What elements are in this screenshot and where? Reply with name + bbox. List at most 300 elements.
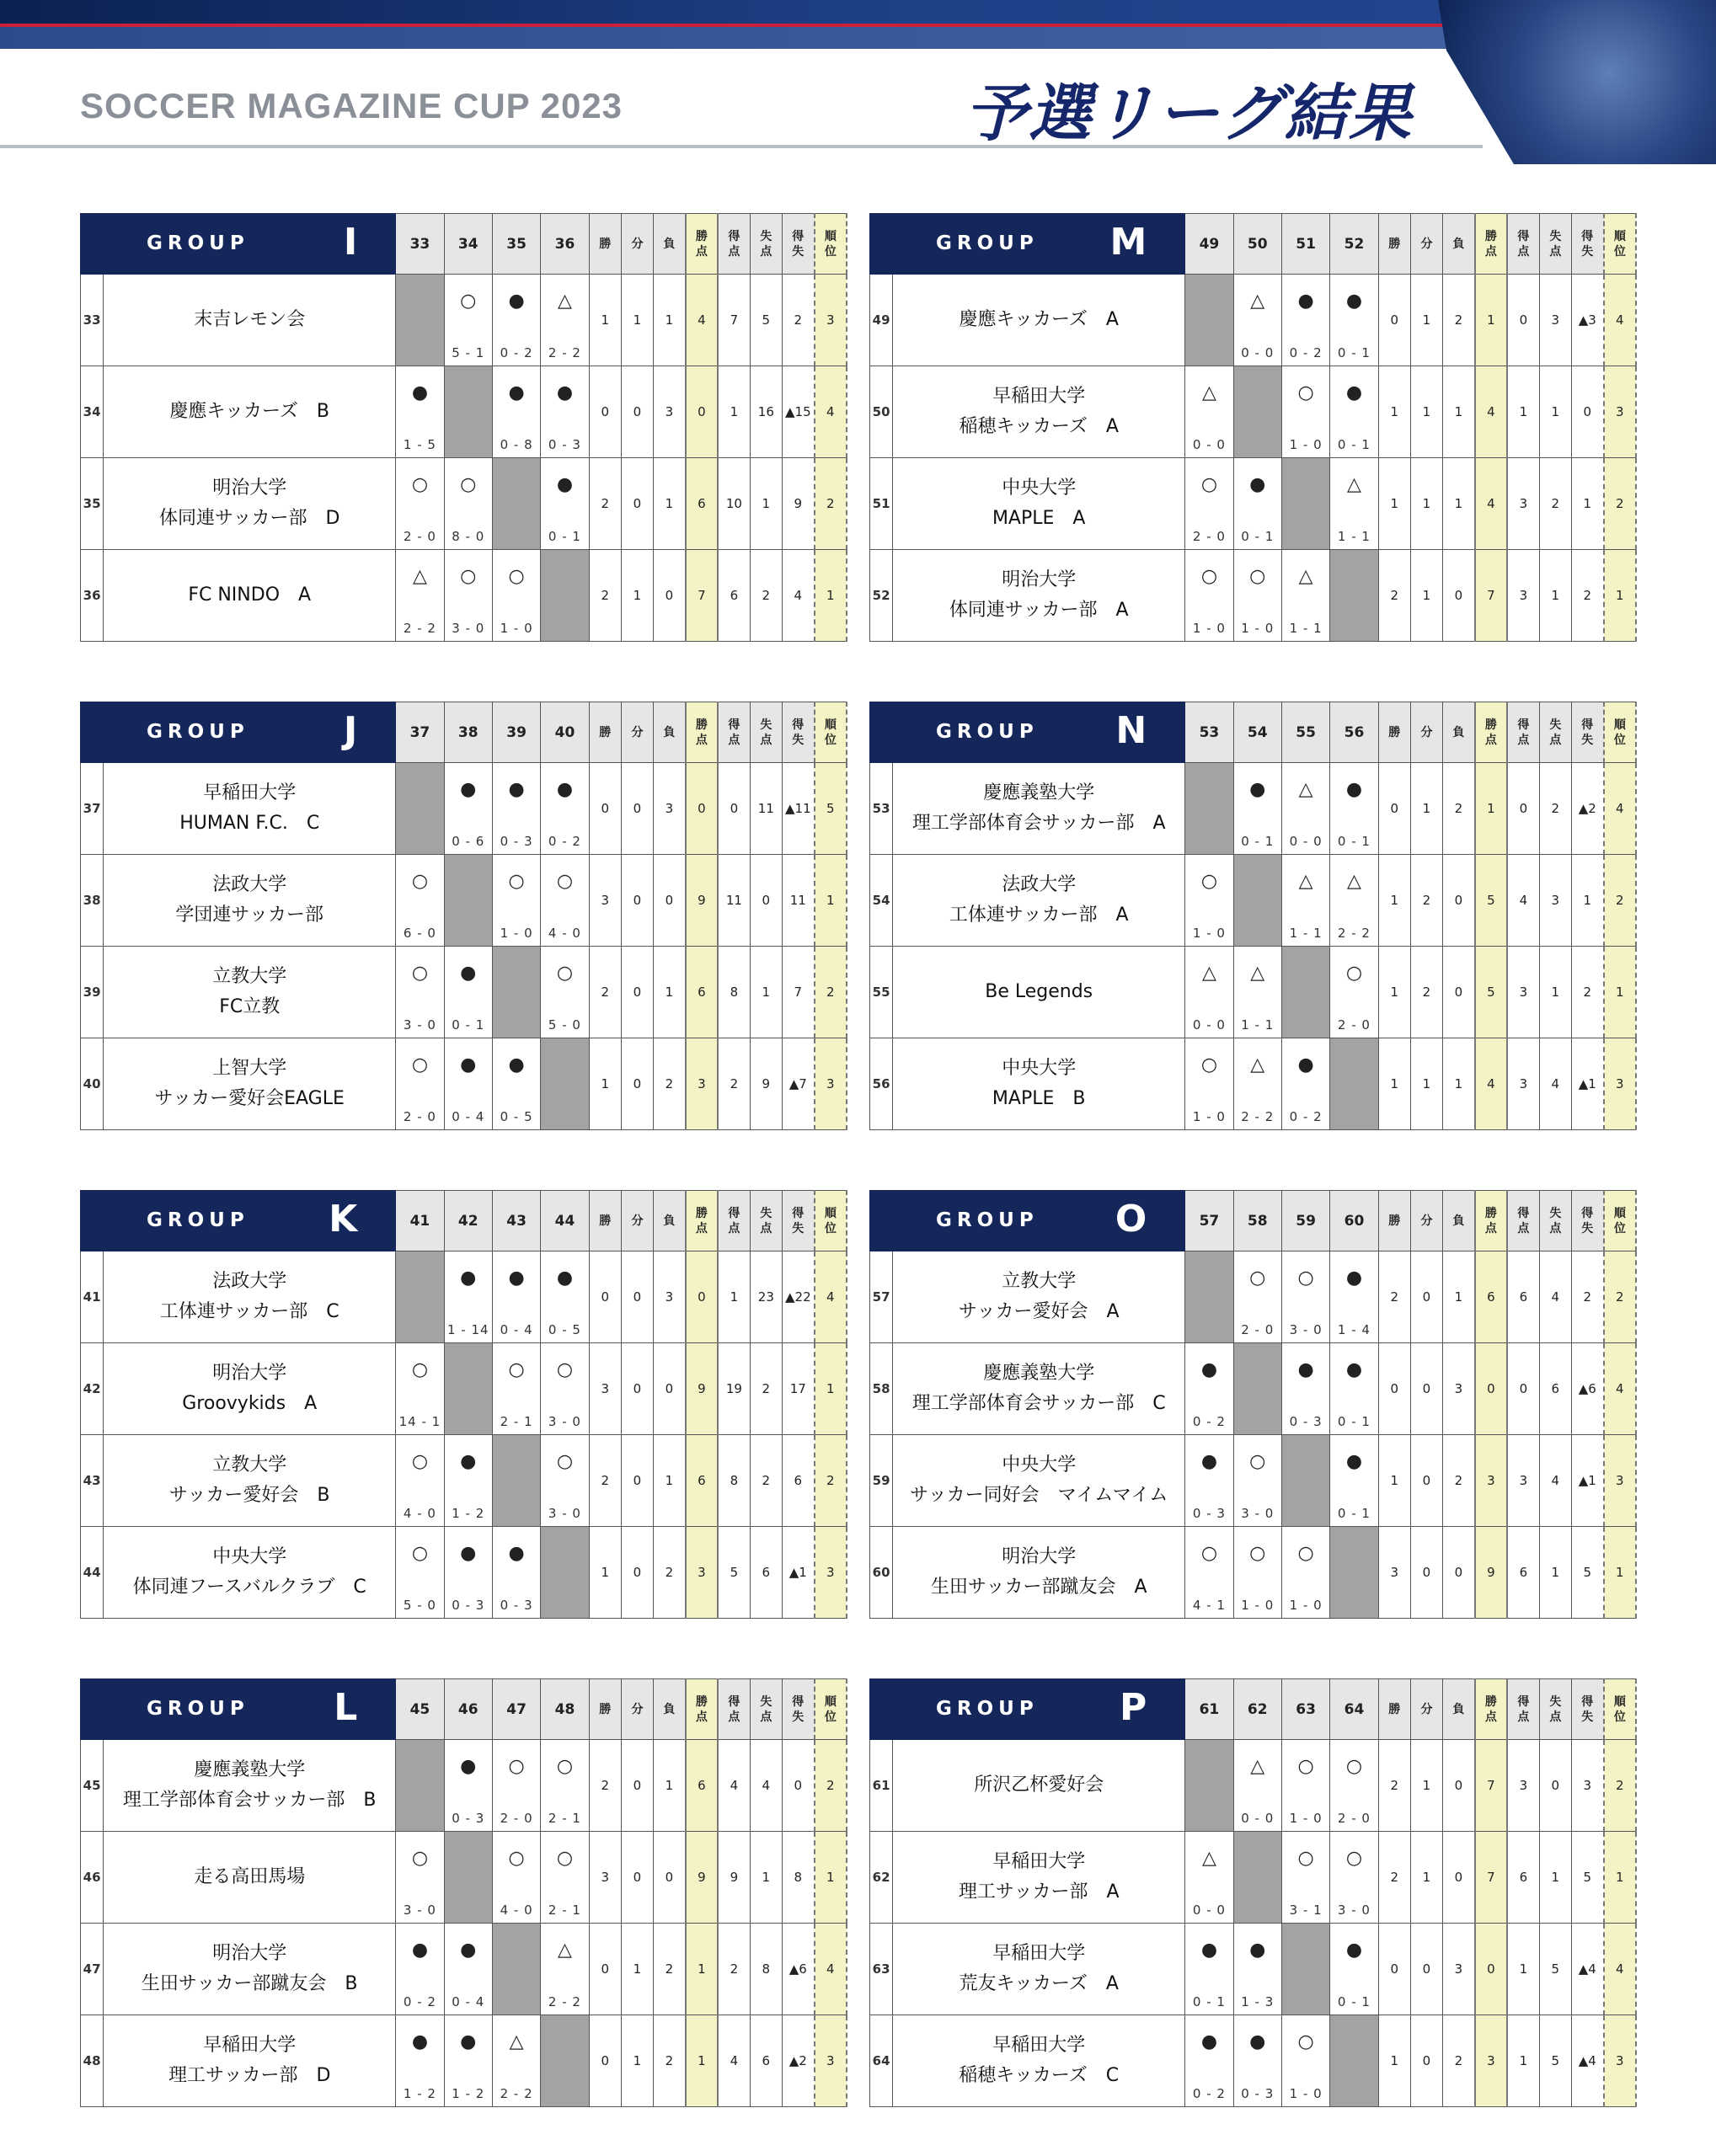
- opponent-id-header: 44: [541, 1191, 589, 1251]
- group-word: GROUP: [936, 721, 1039, 743]
- team-draws: 0: [621, 1832, 653, 1924]
- result-symbol: ○: [411, 1543, 429, 1564]
- team-rank: 4: [815, 366, 847, 458]
- column-header-losses: 負: [1443, 1679, 1475, 1740]
- team-draws: 0: [1410, 1435, 1442, 1527]
- team-losses: 1: [1443, 458, 1475, 550]
- team-points: 9: [686, 1343, 718, 1435]
- team-wins: 2: [589, 947, 621, 1038]
- result-symbol: △: [1250, 1756, 1265, 1777]
- result-symbol: ●: [1249, 779, 1266, 800]
- match-score: 3 - 1: [1289, 1903, 1323, 1918]
- team-losses: 2: [654, 1924, 686, 2015]
- match-result-cell: [396, 1832, 444, 1924]
- result-symbol: ○: [460, 474, 477, 495]
- team-name-line1: 立教大学: [212, 966, 287, 987]
- match-score: 4 - 1: [1192, 1598, 1226, 1613]
- match-score: 1 - 4: [1337, 1322, 1371, 1337]
- team-row: [870, 275, 1637, 366]
- group-title: [870, 214, 1185, 275]
- team-name-line1: 中央大学: [212, 1546, 287, 1567]
- column-header-losses: 負: [1443, 1191, 1475, 1251]
- match-score: 1 - 0: [1289, 2086, 1323, 2101]
- match-result-cell: [444, 947, 492, 1038]
- self-match-cell: [541, 1038, 589, 1130]
- opponent-id-header: 60: [1330, 1191, 1378, 1251]
- team-goal-diff: ▲11: [782, 763, 814, 855]
- match-score: 1 - 2: [452, 2086, 485, 2101]
- team-goals-for: 3: [1507, 1038, 1539, 1130]
- team-id: 58: [870, 1343, 893, 1435]
- match-score: 2 - 1: [548, 1811, 581, 1826]
- column-header-losses: 負: [654, 1191, 686, 1251]
- team-goals-against: 0: [1539, 1740, 1571, 1832]
- team-id: 44: [81, 1527, 104, 1619]
- team-wins: 1: [1378, 366, 1410, 458]
- opponent-id-header: 37: [396, 702, 444, 763]
- team-name-line1: 早稲田大学: [203, 2035, 297, 2056]
- match-result-cell: [1330, 947, 1378, 1038]
- team-draws: 1: [1410, 366, 1442, 458]
- team-id: 64: [870, 2015, 893, 2107]
- team-name-line2: サッカー愛好会 A: [958, 1301, 1120, 1322]
- group-table: [869, 213, 1637, 642]
- team-points: 5: [1475, 855, 1507, 947]
- team-draws: 0: [1410, 1527, 1442, 1619]
- result-symbol: △: [1298, 566, 1313, 587]
- team-rank: 4: [1604, 1343, 1636, 1435]
- group-letter: M: [1109, 221, 1147, 264]
- match-score: 5 - 0: [548, 1017, 581, 1033]
- match-result-cell: [492, 366, 540, 458]
- result-symbol: ●: [556, 779, 574, 800]
- match-score: 1 - 14: [446, 1322, 489, 1337]
- opponent-id-header: 45: [396, 1679, 444, 1740]
- column-header-goal-diff: 得 失: [1571, 1679, 1603, 1740]
- team-id: 63: [870, 1924, 893, 2015]
- match-result-cell: [492, 1832, 540, 1924]
- column-header-goals-against: 失 点: [750, 1191, 782, 1251]
- match-score: 0 - 3: [500, 834, 533, 849]
- team-name-line2: 稲穂キッカーズ A: [959, 416, 1119, 437]
- match-score: 0 - 2: [500, 345, 533, 360]
- team-name-line1: 末吉レモン会: [194, 309, 306, 330]
- team-name: [893, 1832, 1185, 1924]
- team-name-line1: 明治大学: [212, 1363, 287, 1384]
- self-match-cell: [1185, 1740, 1233, 1832]
- team-id: 34: [81, 366, 104, 458]
- team-goal-diff: 3: [1571, 1740, 1603, 1832]
- result-symbol: ○: [411, 871, 429, 892]
- team-draws: 1: [1410, 1740, 1442, 1832]
- team-name: [893, 458, 1185, 550]
- group-block-m: [869, 213, 1637, 642]
- match-result-cell: [396, 1343, 444, 1435]
- column-header-draws: 分: [1410, 1191, 1442, 1251]
- team-goals-against: 4: [1539, 1251, 1571, 1343]
- column-header-points: 勝 点: [1475, 1191, 1507, 1251]
- column-header-rank: 順 位: [815, 1679, 847, 1740]
- match-result-cell: [1281, 1527, 1329, 1619]
- event-subtitle: SOCCER MAGAZINE CUP 2023: [80, 86, 623, 125]
- team-points: 9: [686, 855, 718, 947]
- team-goal-diff: ▲1: [1571, 1435, 1603, 1527]
- result-symbol: ○: [1297, 382, 1314, 403]
- team-wins: 1: [1378, 458, 1410, 550]
- team-row: [81, 1740, 847, 1832]
- team-goals-against: 9: [750, 1038, 782, 1130]
- team-id: 49: [870, 275, 893, 366]
- self-match-cell: [492, 458, 540, 550]
- group-header-row: [870, 214, 1637, 275]
- match-result-cell: [444, 763, 492, 855]
- match-score: 1 - 0: [1192, 1109, 1226, 1124]
- match-result-cell: [1330, 1832, 1378, 1924]
- team-draws: 1: [1410, 1832, 1442, 1924]
- team-goals-for: 0: [1507, 275, 1539, 366]
- team-rank: 2: [815, 1740, 847, 1832]
- result-symbol: ○: [1249, 1451, 1266, 1472]
- match-result-cell: [492, 1343, 540, 1435]
- team-id: 59: [870, 1435, 893, 1527]
- match-result-cell: [492, 1251, 540, 1343]
- match-result-cell: [1281, 1343, 1329, 1435]
- match-score: 0 - 8: [500, 437, 533, 452]
- match-result-cell: [1233, 458, 1281, 550]
- team-row: [81, 1343, 847, 1435]
- match-score: 1 - 5: [403, 437, 436, 452]
- team-name: [104, 1832, 396, 1924]
- result-symbol: ●: [411, 1940, 429, 1961]
- group-title: [81, 1191, 396, 1251]
- team-rank: 3: [1604, 366, 1636, 458]
- result-symbol: ●: [460, 1451, 477, 1472]
- team-row: [81, 763, 847, 855]
- team-name: [893, 1251, 1185, 1343]
- column-header-draws: 分: [1410, 1679, 1442, 1740]
- group-letter: I: [343, 221, 358, 264]
- team-wins: 0: [1378, 275, 1410, 366]
- team-name: [104, 458, 396, 550]
- match-result-cell: [1330, 763, 1378, 855]
- page-banner: [0, 0, 1716, 164]
- match-score: 0 - 3: [1241, 2086, 1275, 2101]
- team-draws: 1: [1410, 763, 1442, 855]
- team-name-line1: 早稲田大学: [992, 1851, 1086, 1872]
- team-goals-against: 6: [1539, 1343, 1571, 1435]
- result-symbol: △: [1250, 963, 1265, 984]
- team-row: [81, 366, 847, 458]
- match-score: 0 - 0: [1241, 345, 1275, 360]
- team-losses: 0: [1443, 1527, 1475, 1619]
- group-word: GROUP: [936, 1698, 1039, 1720]
- team-wins: 1: [589, 1527, 621, 1619]
- column-header-goals-against: 失 点: [1539, 1191, 1571, 1251]
- team-goal-diff: 1: [1571, 458, 1603, 550]
- team-goals-against: 1: [1539, 366, 1571, 458]
- group-word: GROUP: [147, 232, 249, 254]
- match-result-cell: [1233, 1251, 1281, 1343]
- column-header-goals-against: 失 点: [750, 1679, 782, 1740]
- team-draws: 1: [1410, 550, 1442, 642]
- match-score: 1 - 0: [500, 621, 533, 636]
- team-goals-for: 6: [1507, 1251, 1539, 1343]
- result-symbol: ●: [460, 1756, 477, 1777]
- team-points: 0: [1475, 1924, 1507, 2015]
- team-rank: 2: [1604, 855, 1636, 947]
- result-symbol: ●: [1345, 1940, 1363, 1961]
- team-row: [870, 1924, 1637, 2015]
- team-goals-against: 2: [1539, 763, 1571, 855]
- team-losses: 2: [654, 2015, 686, 2107]
- team-name: [104, 366, 396, 458]
- match-result-cell: [541, 458, 589, 550]
- match-result-cell: [444, 1924, 492, 2015]
- team-rank: 1: [1604, 1832, 1636, 1924]
- team-losses: 1: [654, 947, 686, 1038]
- match-score: 1 - 1: [1337, 529, 1371, 544]
- team-name-line1: FC NINDO A: [188, 584, 312, 606]
- team-goals-for: 3: [1507, 947, 1539, 1038]
- team-id: 56: [870, 1038, 893, 1130]
- match-score: 2 - 1: [548, 1903, 581, 1918]
- team-points: 1: [1475, 763, 1507, 855]
- match-score: 1 - 0: [1241, 621, 1275, 636]
- column-header-draws: 分: [1410, 214, 1442, 275]
- column-header-goal-diff: 得 失: [782, 214, 814, 275]
- team-name-line1: 早稲田大学: [992, 1943, 1086, 1964]
- team-id: 60: [870, 1527, 893, 1619]
- team-name: [893, 1435, 1185, 1527]
- result-symbol: △: [509, 2031, 524, 2052]
- result-symbol: △: [412, 566, 427, 587]
- team-goal-diff: ▲4: [1571, 1924, 1603, 2015]
- team-goal-diff: 2: [1571, 1251, 1603, 1343]
- match-score: 2 - 2: [548, 1994, 581, 2009]
- team-wins: 2: [1378, 550, 1410, 642]
- team-rank: 4: [815, 1251, 847, 1343]
- team-name-line1: 法政大学: [1002, 874, 1077, 895]
- team-points: 4: [1475, 1038, 1507, 1130]
- team-points: 9: [1475, 1527, 1507, 1619]
- team-rank: 4: [1604, 763, 1636, 855]
- team-points: 9: [686, 1832, 718, 1924]
- group-letter: K: [329, 1198, 358, 1241]
- team-row: [870, 550, 1637, 642]
- team-goal-diff: 8: [782, 1832, 814, 1924]
- team-id: 42: [81, 1343, 104, 1435]
- team-draws: 0: [621, 1740, 653, 1832]
- team-id: 43: [81, 1435, 104, 1527]
- result-symbol: ○: [411, 1359, 429, 1380]
- result-symbol: ●: [1345, 779, 1363, 800]
- team-losses: 2: [1443, 275, 1475, 366]
- group-word: GROUP: [936, 1209, 1039, 1231]
- match-result-cell: [396, 855, 444, 947]
- match-result-cell: [492, 550, 540, 642]
- team-goal-diff: ▲1: [782, 1527, 814, 1619]
- match-result-cell: [444, 1038, 492, 1130]
- team-name: [893, 275, 1185, 366]
- team-name: [893, 947, 1185, 1038]
- team-name-line2: サッカー愛好会EAGLE: [154, 1088, 345, 1109]
- result-symbol: ○: [1297, 1543, 1314, 1564]
- column-header-goals-for: 得 点: [718, 1679, 750, 1740]
- match-score: 0 - 2: [1289, 345, 1323, 360]
- self-match-cell: [396, 763, 444, 855]
- team-name-line1: 法政大学: [212, 1271, 287, 1292]
- team-goals-against: 8: [750, 1924, 782, 2015]
- team-goals-against: 4: [1539, 1038, 1571, 1130]
- team-name-line1: 慶應義塾大学: [983, 1363, 1095, 1384]
- team-points: 5: [1475, 947, 1507, 1038]
- team-points: 3: [686, 1038, 718, 1130]
- team-draws: 1: [621, 1924, 653, 2015]
- team-goals-against: 5: [1539, 1924, 1571, 2015]
- team-draws: 0: [621, 1435, 653, 1527]
- column-header-rank: 順 位: [815, 214, 847, 275]
- team-name-line1: 慶應義塾大学: [983, 782, 1095, 803]
- group-table: [80, 1190, 847, 1619]
- team-rank: 1: [815, 1343, 847, 1435]
- team-row: [870, 763, 1637, 855]
- opponent-id-header: 40: [541, 702, 589, 763]
- self-match-cell: [1281, 1435, 1329, 1527]
- match-score: 2 - 0: [1337, 1811, 1371, 1826]
- team-draws: 1: [1410, 458, 1442, 550]
- team-goals-against: 4: [750, 1740, 782, 1832]
- result-symbol: ●: [508, 1267, 525, 1289]
- match-score: 4 - 0: [548, 926, 581, 941]
- team-draws: 2: [1410, 947, 1442, 1038]
- result-symbol: ●: [1200, 1359, 1218, 1380]
- group-letter: L: [334, 1686, 358, 1729]
- team-name-line2: 理工学部体育会サッカー部 A: [911, 813, 1166, 834]
- team-losses: 0: [1443, 855, 1475, 947]
- column-header-wins: 勝: [589, 702, 621, 763]
- team-goal-diff: 2: [782, 275, 814, 366]
- result-symbol: ○: [411, 1054, 429, 1075]
- team-draws: 0: [1410, 2015, 1442, 2107]
- team-rank: 1: [1604, 947, 1636, 1038]
- team-name: [893, 550, 1185, 642]
- team-id: 45: [81, 1740, 104, 1832]
- match-score: 0 - 3: [452, 1811, 485, 1826]
- match-score: 2 - 0: [403, 1109, 436, 1124]
- team-wins: 2: [589, 1435, 621, 1527]
- team-wins: 2: [589, 550, 621, 642]
- self-match-cell: [492, 1924, 540, 2015]
- result-symbol: ○: [1297, 2031, 1314, 2052]
- result-symbol: ●: [1345, 1359, 1363, 1380]
- column-header-wins: 勝: [1378, 1191, 1410, 1251]
- match-result-cell: [1330, 366, 1378, 458]
- team-name-line2: FC立教: [219, 996, 281, 1017]
- match-score: 1 - 0: [1289, 1811, 1323, 1826]
- group-table: [869, 702, 1637, 1130]
- team-points: 6: [686, 458, 718, 550]
- team-points: 4: [1475, 458, 1507, 550]
- match-result-cell: [492, 1740, 540, 1832]
- team-draws: 0: [621, 1251, 653, 1343]
- column-header-losses: 負: [654, 702, 686, 763]
- match-score: 1 - 1: [1241, 1017, 1275, 1033]
- team-name-line2: 理工学部体育会サッカー部 B: [122, 1790, 377, 1811]
- team-row: [870, 947, 1637, 1038]
- match-result-cell: [396, 1924, 444, 2015]
- group-word: GROUP: [147, 1209, 249, 1231]
- result-symbol: ●: [460, 963, 477, 984]
- team-goal-diff: ▲3: [1571, 275, 1603, 366]
- column-header-draws: 分: [1410, 702, 1442, 763]
- match-score: 0 - 2: [1192, 2086, 1226, 2101]
- result-symbol: ●: [556, 382, 574, 403]
- column-header-draws: 分: [621, 1191, 653, 1251]
- group-table: [869, 1190, 1637, 1619]
- team-name-line2: 工体連サッカー部 A: [949, 905, 1129, 926]
- match-score: 6 - 0: [403, 926, 436, 941]
- team-rank: 3: [1604, 1038, 1636, 1130]
- team-name-line2: 体同連サッカー部 A: [949, 600, 1129, 621]
- team-id: 37: [81, 763, 104, 855]
- match-result-cell: [541, 763, 589, 855]
- column-header-goal-diff: 得 失: [782, 702, 814, 763]
- result-symbol: ●: [508, 1543, 525, 1564]
- self-match-cell: [541, 550, 589, 642]
- match-result-cell: [1185, 855, 1233, 947]
- team-name: [893, 366, 1185, 458]
- team-losses: 2: [1443, 763, 1475, 855]
- team-goals-for: 8: [718, 1435, 750, 1527]
- team-row: [870, 366, 1637, 458]
- team-rank: 1: [815, 855, 847, 947]
- team-row: [870, 1343, 1637, 1435]
- match-score: 1 - 0: [1241, 1598, 1275, 1613]
- team-name-line2: 工体連サッカー部 C: [159, 1301, 339, 1322]
- match-score: 0 - 3: [548, 437, 581, 452]
- match-result-cell: [492, 1527, 540, 1619]
- match-result-cell: [1330, 1740, 1378, 1832]
- match-score: 0 - 0: [1241, 1811, 1275, 1826]
- team-goal-diff: ▲6: [782, 1924, 814, 2015]
- group-header-row: [81, 1679, 847, 1740]
- group-letter: J: [343, 709, 358, 752]
- team-name-line1: 立教大学: [212, 1454, 287, 1476]
- team-name-line1: 早稲田大学: [992, 386, 1086, 407]
- opponent-id-header: 64: [1330, 1679, 1378, 1740]
- team-goal-diff: 6: [782, 1435, 814, 1527]
- column-header-rank: 順 位: [815, 1191, 847, 1251]
- team-name: [104, 1038, 396, 1130]
- team-name: [104, 2015, 396, 2107]
- team-id: 41: [81, 1251, 104, 1343]
- self-match-cell: [492, 1435, 540, 1527]
- match-result-cell: [1281, 855, 1329, 947]
- team-losses: 2: [654, 1527, 686, 1619]
- result-symbol: ○: [1200, 1054, 1218, 1075]
- team-losses: 0: [1443, 550, 1475, 642]
- team-losses: 1: [654, 275, 686, 366]
- match-score: 3 - 0: [548, 1506, 581, 1521]
- column-header-goals-against: 失 点: [1539, 1679, 1571, 1740]
- team-wins: 0: [589, 763, 621, 855]
- column-header-goals-against: 失 点: [750, 702, 782, 763]
- team-wins: 0: [1378, 763, 1410, 855]
- match-result-cell: [541, 1740, 589, 1832]
- opponent-id-header: 55: [1281, 702, 1329, 763]
- match-result-cell: [1233, 1740, 1281, 1832]
- column-header-goal-diff: 得 失: [1571, 1191, 1603, 1251]
